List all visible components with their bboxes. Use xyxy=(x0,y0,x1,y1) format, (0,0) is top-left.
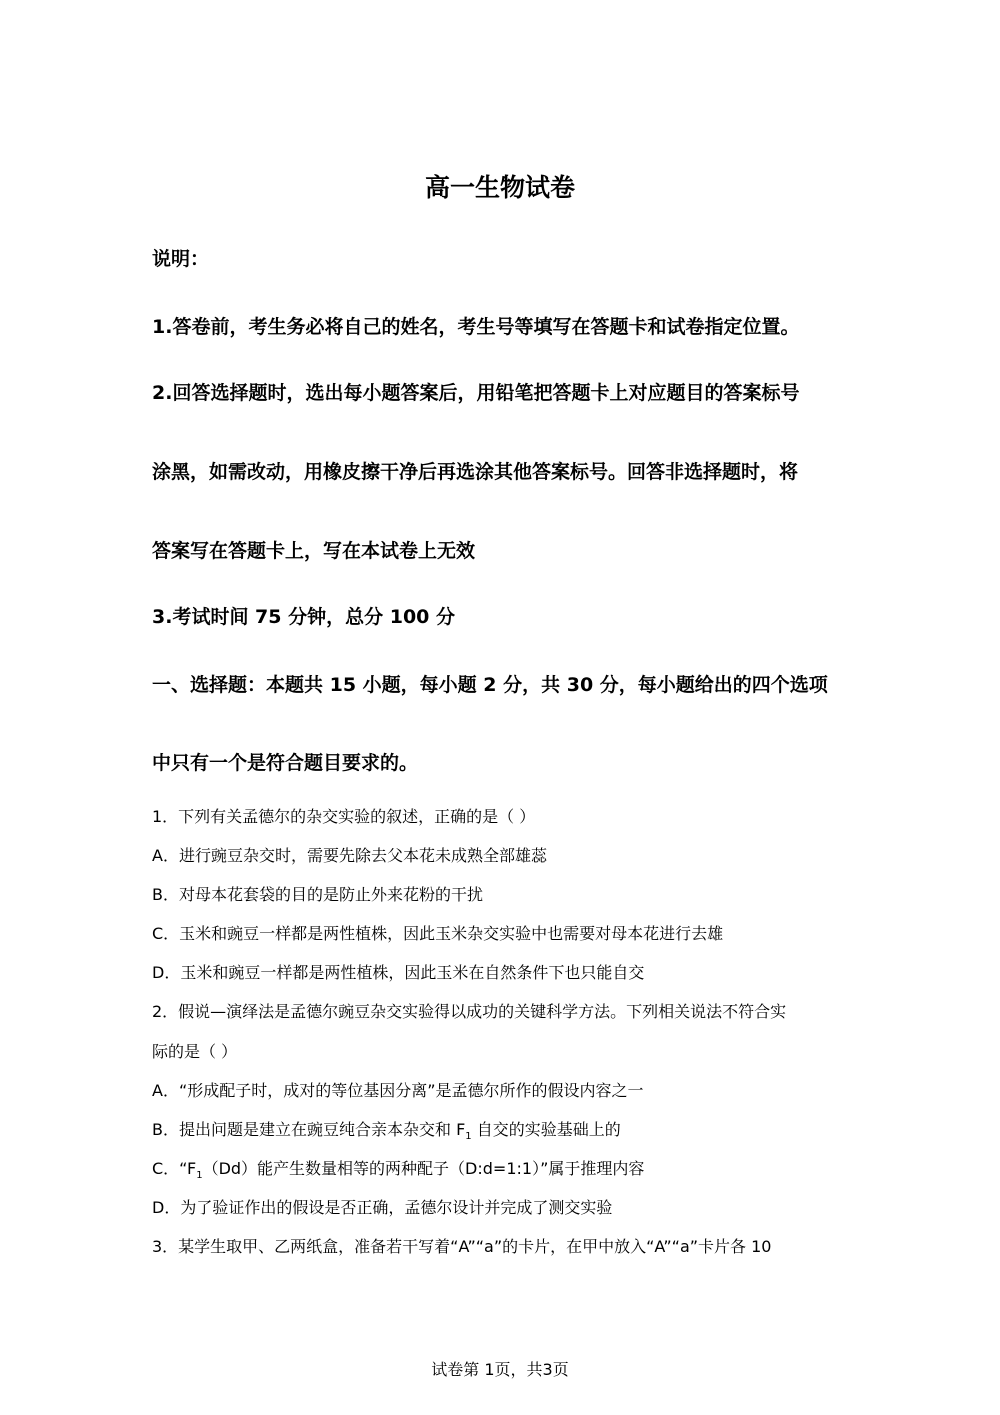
question-2-option-b xyxy=(152,1117,621,1142)
page-footer: 试卷第 1页，共3页 xyxy=(431,1360,569,1379)
section-1-heading-line-1: 一、选择题：本题共 15 小题，每小题 2 分，共 30 分，每小题给出的四个选项 xyxy=(152,674,828,696)
question-1-option-a: A．进行豌豆杂交时，需要先除去父本花未成熟全部雄蕊 xyxy=(152,846,547,865)
instruction-item-2-line-1: 2.回答选择题时，选出每小题答案后，用铅笔把答题卡上对应题目的答案标号 xyxy=(152,382,800,404)
question-2-stem-line-1: 2．假说—演绎法是孟德尔豌豆杂交实验得以成功的关键科学方法。下列相关说法不符合实 xyxy=(152,1002,787,1021)
question-2-option-a: A．“形成配子时，成对的等位基因分离”是孟德尔所作的假设内容之一 xyxy=(152,1081,644,1100)
instruction-item-2-line-2: 涂黑，如需改动，用橡皮擦干净后再选涂其他答案标号。回答非选择题时，将 xyxy=(152,461,799,483)
question-2-option-c-text-end: （Dd）能产生数量相等的两种配子（D:d=1:1）”属于推理内容 xyxy=(202,1159,645,1178)
instructions-heading: 说明： xyxy=(152,248,210,270)
question-1-option-b: B．对母本花套袋的目的是防止外来花粉的干扰 xyxy=(152,885,483,904)
question-2-stem-line-2: 际的是（ ） xyxy=(152,1042,238,1061)
question-2-option-d: D．为了验证作出的假设是否正确，孟德尔设计并完成了测交实验 xyxy=(152,1198,613,1217)
section-1-heading-line-2: 中只有一个是符合题目要求的。 xyxy=(152,752,419,774)
question-2-option-b-subscript: 1 xyxy=(465,1131,472,1143)
instruction-item-1: 1.答卷前，考生务必将自己的姓名，考生号等填写在答题卡和试卷指定位置。 xyxy=(152,316,800,338)
question-2-option-c-subscript: 1 xyxy=(196,1170,203,1182)
question-2-option-c-text: C．“F xyxy=(152,1159,197,1178)
question-1-option-c: C．玉米和豌豆一样都是两性植株，因此玉米杂交实验中也需要对母本花进行去雄 xyxy=(152,924,724,943)
question-1-stem: 1．下列有关孟德尔的杂交实验的叙述，正确的是（ ） xyxy=(152,807,536,826)
instruction-item-3: 3.考试时间 75 分钟，总分 100 分 xyxy=(152,606,455,628)
question-2-option-c xyxy=(152,1156,644,1181)
question-2-option-b-text-end: 自交的实验基础上的 xyxy=(471,1120,621,1139)
instruction-item-2-line-3: 答案写在答题卡上，写在本试卷上无效 xyxy=(152,540,476,562)
question-1-option-d: D．玉米和豌豆一样都是两性植株，因此玉米在自然条件下也只能自交 xyxy=(152,963,645,982)
question-3-stem-line-1: 3．某学生取甲、乙两纸盒，准备若干写着“A”“a”的卡片，在甲中放入“A”“a”卡片各 10 xyxy=(152,1237,772,1256)
question-2-option-b-text: B．提出问题是建立在豌豆纯合亲本杂交和 F xyxy=(152,1120,466,1139)
page-title: 高一生物试卷 xyxy=(424,173,575,202)
